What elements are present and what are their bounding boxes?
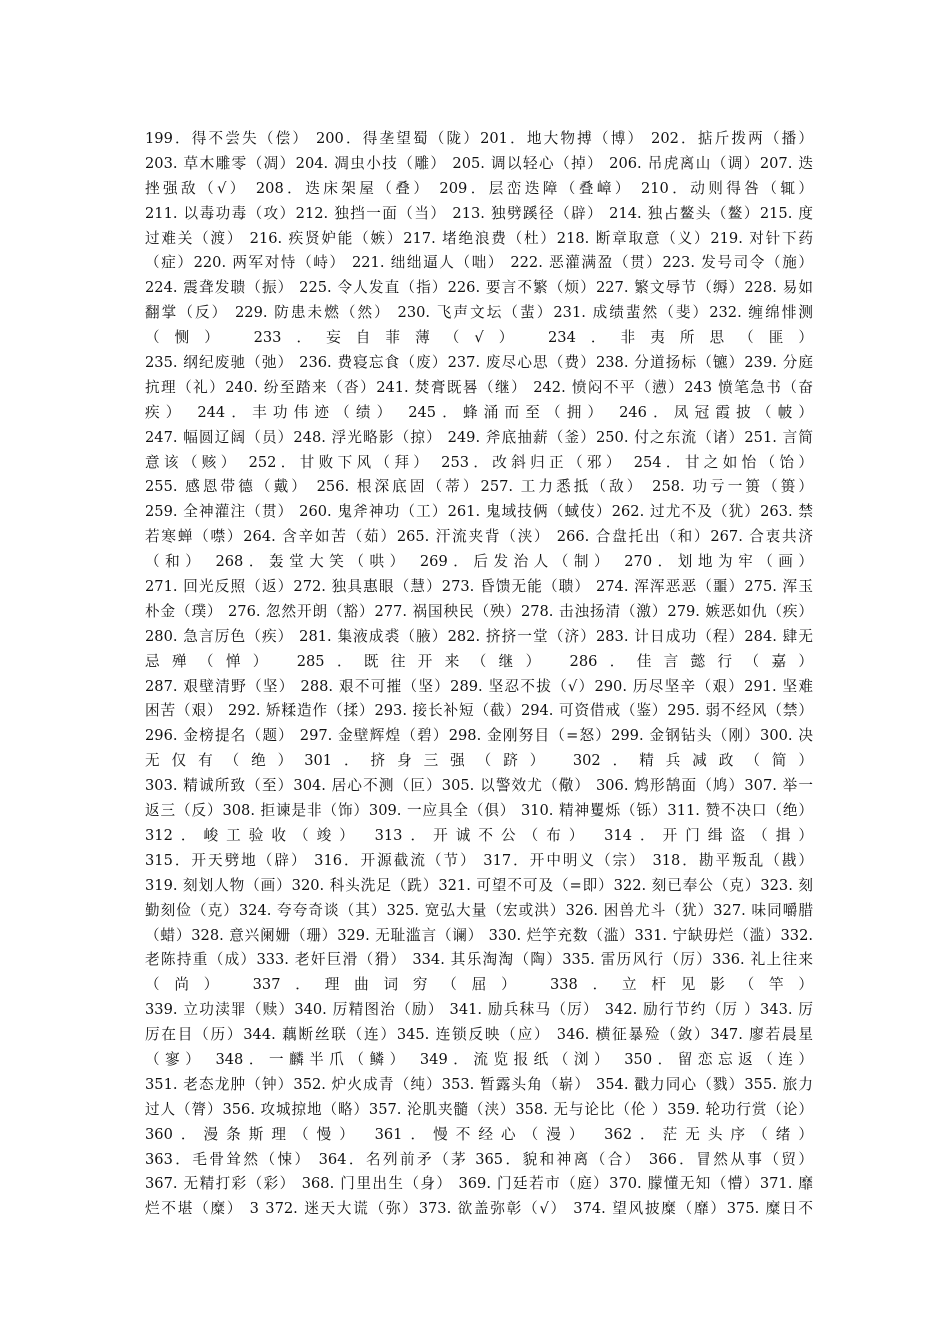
text-line: 无仅有（绝）301．挤身三强（跻） 302．精兵减政（简） (145, 752, 813, 770)
text-line: （蜡）328. 意兴阑姗（珊）329. 无耻滥言（谰） 330. 烂竽充数（滥）331. 宁缺毋烂（滥）332. (145, 926, 813, 944)
text-line: 203. 草木雕零（凋）204. 凋虫小技（雕） 205. 调以轻心（掉） 206. 吊虎离山（调）207. 迭 (145, 154, 813, 172)
text-line (145, 1222, 813, 1247)
text-line: 意该（赅） 252．甘败下风（拜） 253．改斜归正（邪） 254．甘之如怡（饴） (145, 453, 813, 471)
text-line: 319. 刻划人物（画）320. 科头洗足（跣）321. 可望不可及（=即）322. 刻已奉公（克）323. 刻 (145, 876, 813, 894)
text-line: 过难关（渡） 216. 疾贤妒能（嫉）217. 堵绝浪费（杜）218. 断章取意（义）219. 对针下药 (145, 229, 813, 247)
text-line: （寥） 348．一麟半爪（鳞） 349．流览报纸（浏） 350．留恋忘返（连） (145, 1050, 813, 1068)
text-line: 235. 纲纪废驰（弛） 236. 费寝忘食（废）237. 废尽心思（费）238. 分道扬标（镳）239. 分庭 (145, 354, 813, 372)
text-line: （和） 268．轰堂大笑（哄） 269．后发治人（制） 270．划地为牢（画） (145, 553, 813, 571)
text-line: 312．峻工验收（竣） 313．开诚不公（布） 314．开门缉盗（揖） (145, 826, 813, 844)
text-line: 271. 回光反照（返）272. 独具惠眼（慧）273. 昏馈无能（聩） 274. 浑浑恶恶（噩）275. 浑玉 (145, 578, 813, 596)
text-line: 303. 精诚所致（至）304. 居心不测（叵）305. 以警效尤（儆） 306. 鸩形鹄面（鸠）307. 举一 (145, 777, 813, 795)
text-line: 返三（反）308. 拒谏是非（饰）309. 一应具全（俱） 310. 精神矍烁（铄）311. 赞不决口（绝） (145, 802, 813, 820)
text-line: 老陈持重（成）333. 老奸巨滑（猾） 334. 其乐淘淘（陶）335. 雷历风行（厉）336. 礼上往来 (145, 951, 813, 969)
text-line: 烂不堪（糜） 3 372. 迷天大谎（弥）373. 欲盖弥彰（√） 374. 望风披糜（靡）375. 糜日不 (145, 1200, 813, 1218)
text-line: 抗理（礼）240. 纷至踏来（沓）241. 焚膏既晷（继） 242. 愤闷不平（懑）243 愤笔急书（奋 (145, 378, 813, 396)
text-line: 勤刻俭（克）324. 夸夸奇谈（其）325. 宽弘大量（宏或洪）326. 困兽尤斗（犹）327. 味同嚼腊 (145, 901, 813, 919)
text-line: 360．漫条斯理（慢） 361．慢不经心（漫） 362．茫无头序（绪） (145, 1125, 813, 1143)
text-line: （尚） 337．理曲词穷（屈） 338．立杆见影（竿） (145, 976, 813, 994)
text-line: 211. 以毒功毒（攻）212. 独挡一面（当） 213. 独劈蹊径（辟） 214. 独占鳌头（鳌）215. 度 (145, 204, 813, 222)
text-line: （恻） 233．妄自菲薄（√） 234．非夷所思（匪） (145, 329, 813, 347)
text-line: 287. 艰壁清野（坚） 288. 艰不可摧（坚）289. 坚忍不拔（√）290. 历尽坚辛（艰）291. 坚难 (145, 677, 813, 695)
text-line: 忌殚（惮） 285．既往开来（继） 286．佳言懿行（嘉） (145, 652, 813, 670)
text-line: 翻掌（反） 229. 防患未燃（然） 230. 飞声文坛（蜚）231. 成绩蜚然（斐）232. 缠绵悱测 (145, 304, 813, 322)
text-line: 315．开天劈地（辟） 316．开源截流（节） 317．开中明义（宗） 318．勘平叛乱（戡） (145, 851, 813, 869)
text-line: 挫强敌（√） 208．迭床架屋（叠） 209．层峦迭障（叠嶂） 210．动则得咎（辄） (145, 179, 813, 197)
text-line: 疾） 244．丰功伟迹（绩） 245．蜂涌而至（拥） 246．凤冠霞披（帔） (145, 403, 813, 421)
text-line: 296. 金榜提名（题） 297. 金壁辉煌（碧）298. 金刚努目（=怒）299. 金钢钻头（刚）300. 决 (145, 727, 813, 745)
document-body (145, 127, 813, 1247)
text-line: 过人（膂）356. 攻城掠地（略）357. 沦肌夹髓（浃）358. 无与论比（伦 ）359. 轮功行赏（论） (145, 1100, 813, 1118)
text-line: 259. 全神灌注（贯） 260. 鬼斧神功（工）261. 鬼域技俩（蜮伎）262. 过尤不及（犹）263. 禁 (145, 503, 813, 521)
text-line: 351. 老态龙肿（钟）352. 炉火成青（纯）353. 暂露头角（崭） 354. 戳力同心（戮）355. 旅力 (145, 1075, 813, 1093)
text-line: 280. 急言厉色（疾） 281. 集液成裘（腋）282. 挤挤一堂（济）283. 计日成功（程）284. 肆无 (145, 627, 813, 645)
text-line: 若寒蝉（噤）264. 含辛如苦（茹）265. 汗流夹背（浃） 266. 合盘托出（和）267. 合衷共济 (145, 528, 813, 546)
text-line: 厉在目（历）344. 藕断丝联（连）345. 连锁反映（应） 346. 横征暴殓（敛）347. 廖若晨星 (145, 1026, 813, 1044)
text-line: 255. 感恩带德（戴） 256. 根深底固（蒂）257. 工力悉抵（敌） 258. 功亏一篑（篑） (145, 478, 813, 496)
text-line: 363．毛骨耸然（悚） 364．名列前矛（茅 365．貌和神离（合） 366．冒然从事（贸） (145, 1150, 813, 1168)
text-line: 339. 立功渎罪（赎）340. 厉精图治（励） 341. 励兵秣马（厉） 342. 励行节约（厉 ）343. 厉 (145, 1001, 813, 1019)
text-line: 224. 震聋发聩（振） 225. 令人发直（指）226. 要言不繁（烦）227. 繁文辱节（缛）228. 易如 (145, 279, 813, 297)
text-line: 朴金（璞） 276. 忽然开朗（豁）277. 祸国秧民（殃）278. 击浊扬清（激）279. 嫉恶如仇（疾） (145, 602, 813, 620)
text-line: 困苦（艰） 292. 矫糅造作（揉）293. 接长补短（截）294. 可资借戒（鉴）295. 弱不经风（禁） (145, 702, 813, 720)
text-line: 367. 无精打彩（彩） 368. 门里出生（身） 369. 门廷若市（庭）370. 朦懂无知（懵）371. 靡 (145, 1175, 813, 1193)
text-line: 247. 幅圆辽阔（员）248. 浮光略影（掠） 249. 斧底抽薪（釜）250. 付之东流（诸）251. 言简 (145, 428, 813, 446)
text-line: 199．得不尝失（偿） 200．得垄望蜀（陇）201．地大物搏（博） 202．掂斤拨两（播） (145, 130, 813, 147)
text-line: （症）220. 两军对恃（峙） 221. 绌绌逼人（咄） 222. 恶灌满盈（贯）223. 发号司令（施） (145, 254, 813, 272)
